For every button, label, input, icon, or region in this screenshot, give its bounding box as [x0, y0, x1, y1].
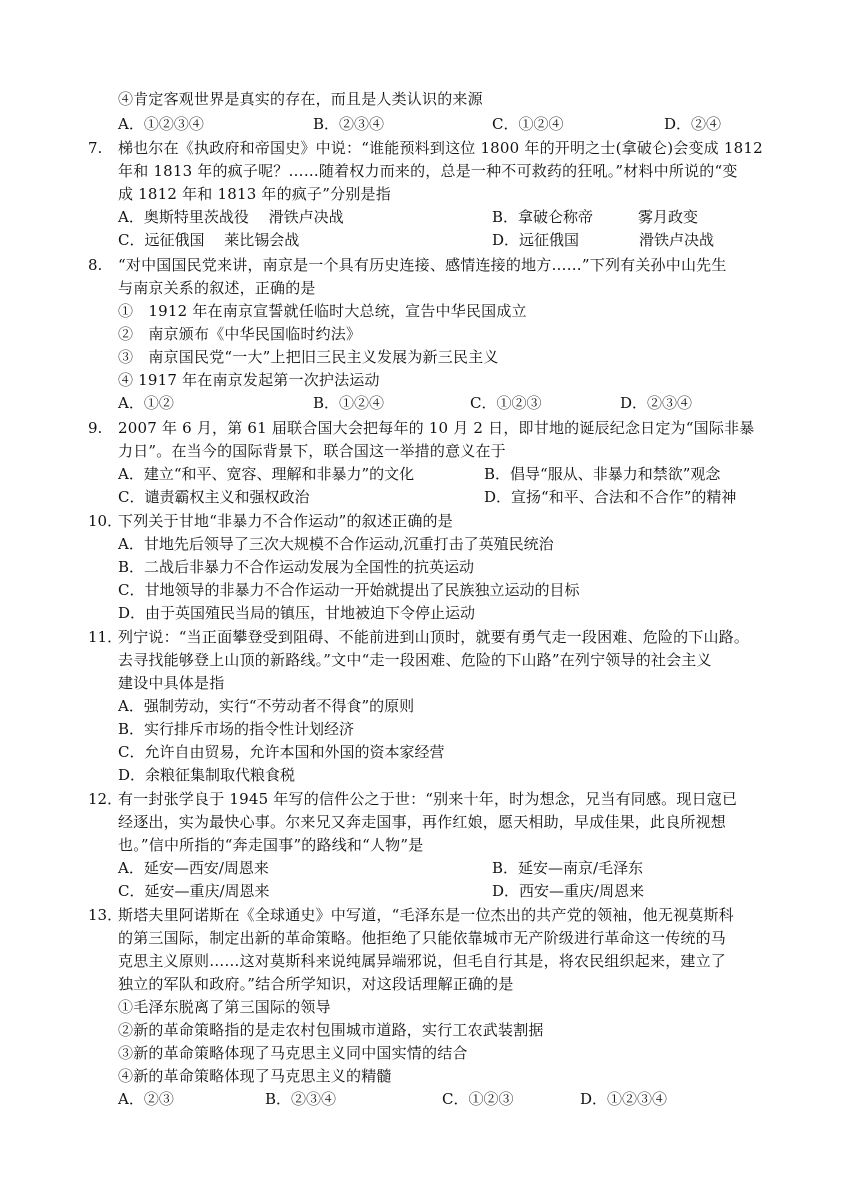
q8-item-1: ① 1912 年在南京宣誓就任临时大总统，宣告中华民国成立: [118, 302, 527, 320]
q11-stem-line-1: 列宁说：“当正面攀登受到阻碍、不能前进到山顶时，就要有勇气走一段困难、危险的下山路。: [118, 628, 750, 646]
q11-option-d: D．余粮征集制取代粮食税: [118, 766, 296, 784]
q10-option-c: C．甘地领导的非暴力不合作运动一开始就提出了民族独立运动的目标: [118, 581, 580, 599]
q8-option-d: D．②③④: [620, 394, 693, 412]
q12-stem-line-1: 有一封张学良于 1945 年写的信件公之于世：“别来十年，时为想念，兄当有同感。现日寇已: [118, 790, 738, 808]
q8-stem-line-2: 与南京关系的叙述，正确的是: [118, 279, 316, 297]
q6-option-c: C．①②④: [492, 115, 564, 133]
q10-option-b: B．二战后非暴力不合作运动发展为全国性的抗英运动: [118, 558, 475, 576]
q8-stem-line-1: “对中国国民党来讲，南京是一个具有历史连接、感情连接的地方……”下列有关孙中山先生: [118, 256, 727, 274]
q13-item-3: ③新的革命策略体现了马克思主义同中国实情的结合: [118, 1044, 468, 1062]
q6-item-4: ④肯定客观世界是真实的存在，而且是人类认识的来源: [118, 90, 483, 108]
q11-option-a: A．强制劳动，实行“不劳动者不得食”的原则: [118, 697, 415, 715]
q7-number: 7.: [88, 139, 103, 157]
q13-stem-line-3: 克思主义原则……这对莫斯科来说纯属异端邪说，但毛自行其是，将农民组织起来，建立了: [118, 952, 727, 970]
q7-stem-line-3: 成 1812 年和 1813 年的疯子”分别是指: [118, 185, 391, 203]
q12-stem-line-3: 也。”信中所指的“奔走国事”的路线和“人物”是: [118, 836, 424, 854]
q7-option-c: C．远征俄国 莱比锡会战: [118, 231, 300, 249]
q8-item-4: ④ 1917 年在南京发起第一次护法运动: [118, 371, 380, 389]
q9-number: 9.: [88, 419, 103, 437]
q12-option-d: D．西安—重庆/周恩来: [492, 882, 645, 900]
q7-option-a: A．奥斯特里茨战役 滑铁卢决战: [118, 208, 344, 226]
q9-option-c: C．谴责霸权主义和强权政治: [118, 488, 310, 506]
q7-option-d: D．远征俄国 滑铁卢决战: [492, 231, 715, 249]
q13-item-2: ②新的革命策略指的是走农村包围城市道路，实行工农武装割据: [118, 1021, 544, 1039]
q8-item-3: ③ 南京国民党“一大”上把旧三民主义发展为新三民主义: [118, 348, 499, 366]
q13-option-b: B．②③④: [265, 1090, 337, 1108]
q9-option-b: B．倡导“服从、非暴力和禁欲”观念: [484, 465, 721, 483]
q12-number: 12．: [88, 790, 123, 808]
q12-option-c: C．延安—重庆/周恩来: [118, 882, 270, 900]
q13-option-a: A．②③: [118, 1090, 174, 1108]
q6-option-d: D．②④: [664, 115, 722, 133]
q13-number: 13．: [88, 906, 123, 924]
q10-stem-line-1: 下列关于甘地“非暴力不合作运动”的叙述正确的是: [118, 512, 453, 530]
q13-item-1: ①毛泽东脱离了第三国际的领导: [118, 998, 331, 1016]
q13-option-c: C．①②③: [442, 1090, 514, 1108]
q9-stem-line-2: 力日”。在当今的国际背景下，联合国这一举措的意义在于: [118, 442, 506, 460]
q12-option-b: B．延安—南京/毛泽东: [492, 859, 644, 877]
q11-option-b: B．实行排斥市场的指令性计划经济: [118, 720, 355, 738]
q10-option-a: A．甘地先后领导了三次大规模不合作运动,沉重打击了英殖民统治: [118, 535, 554, 553]
q8-option-c: C．①②③: [470, 394, 542, 412]
q13-stem-line-2: 的第三国际，制定出新的革命策略。他拒绝了只能依靠城市无产阶级进行革命这一传统的马: [118, 929, 727, 947]
q7-stem-line-1: 梯也尔在《执政府和帝国史》中说：“谁能预料到这位 1800 年的开明之士(拿破仑)会变成 1812: [118, 139, 763, 157]
q8-number: 8.: [88, 256, 103, 274]
q11-number: 11．: [88, 628, 123, 646]
q8-option-a: A．①②: [118, 394, 174, 412]
q7-option-b: B．拿破仑称帝 雾月政变: [492, 208, 699, 226]
q11-stem-line-2: 去寻找能够登上山顶的新路线。”文中“走一段困难、危险的下山路”在列宁领导的社会主义: [118, 651, 712, 669]
q12-option-a: A．延安—西安/周恩来: [118, 859, 269, 877]
q6-option-a: A．①②③④: [118, 115, 204, 133]
q13-item-4: ④新的革命策略体现了马克思主义的精髓: [118, 1067, 392, 1085]
q9-option-a: A．建立“和平、宽容、理解和非暴力”的文化: [118, 465, 415, 483]
q11-option-c: C．允许自由贸易，允许本国和外国的资本家经营: [118, 743, 445, 761]
q13-option-d: D．①②③④: [580, 1090, 668, 1108]
q11-stem-line-3: 建设中具体是指: [118, 674, 225, 692]
q8-item-2: ② 南京颁布《中华民国临时约法》: [118, 325, 362, 343]
q6-option-b: B．②③④: [313, 115, 385, 133]
q13-stem-line-4: 独立的军队和政府。”结合所学知识，对这段话理解正确的是: [118, 975, 514, 993]
q12-stem-line-2: 经逐出，实为最快心事。尔来兄又奔走国事，再作红娘，愿天相助，早成佳果，此良所视想: [118, 813, 727, 831]
q9-option-d: D．宣扬“和平、合法和不合作”的精神: [484, 488, 737, 506]
q10-number: 10．: [88, 512, 123, 530]
q9-stem-line-1: 2007 年 6 月，第 61 届联合国大会把每年的 10 月 2 日，即甘地的诞辰纪念日定为“国际非暴: [118, 419, 755, 437]
q13-stem-line-1: 斯塔夫里阿诺斯在《全球通史》中写道，“毛泽东是一位杰出的共产党的领袖，他无视莫斯科: [118, 906, 734, 924]
q10-option-d: D．由于英国殖民当局的镇压，甘地被迫下令停止运动: [118, 604, 476, 622]
q8-option-b: B．①②④: [313, 394, 385, 412]
q7-stem-line-2: 年和 1813 年的疯子呢？……随着权力而来的，总是一种不可救药的狂吼。”材料中所说的“变: [118, 162, 738, 180]
